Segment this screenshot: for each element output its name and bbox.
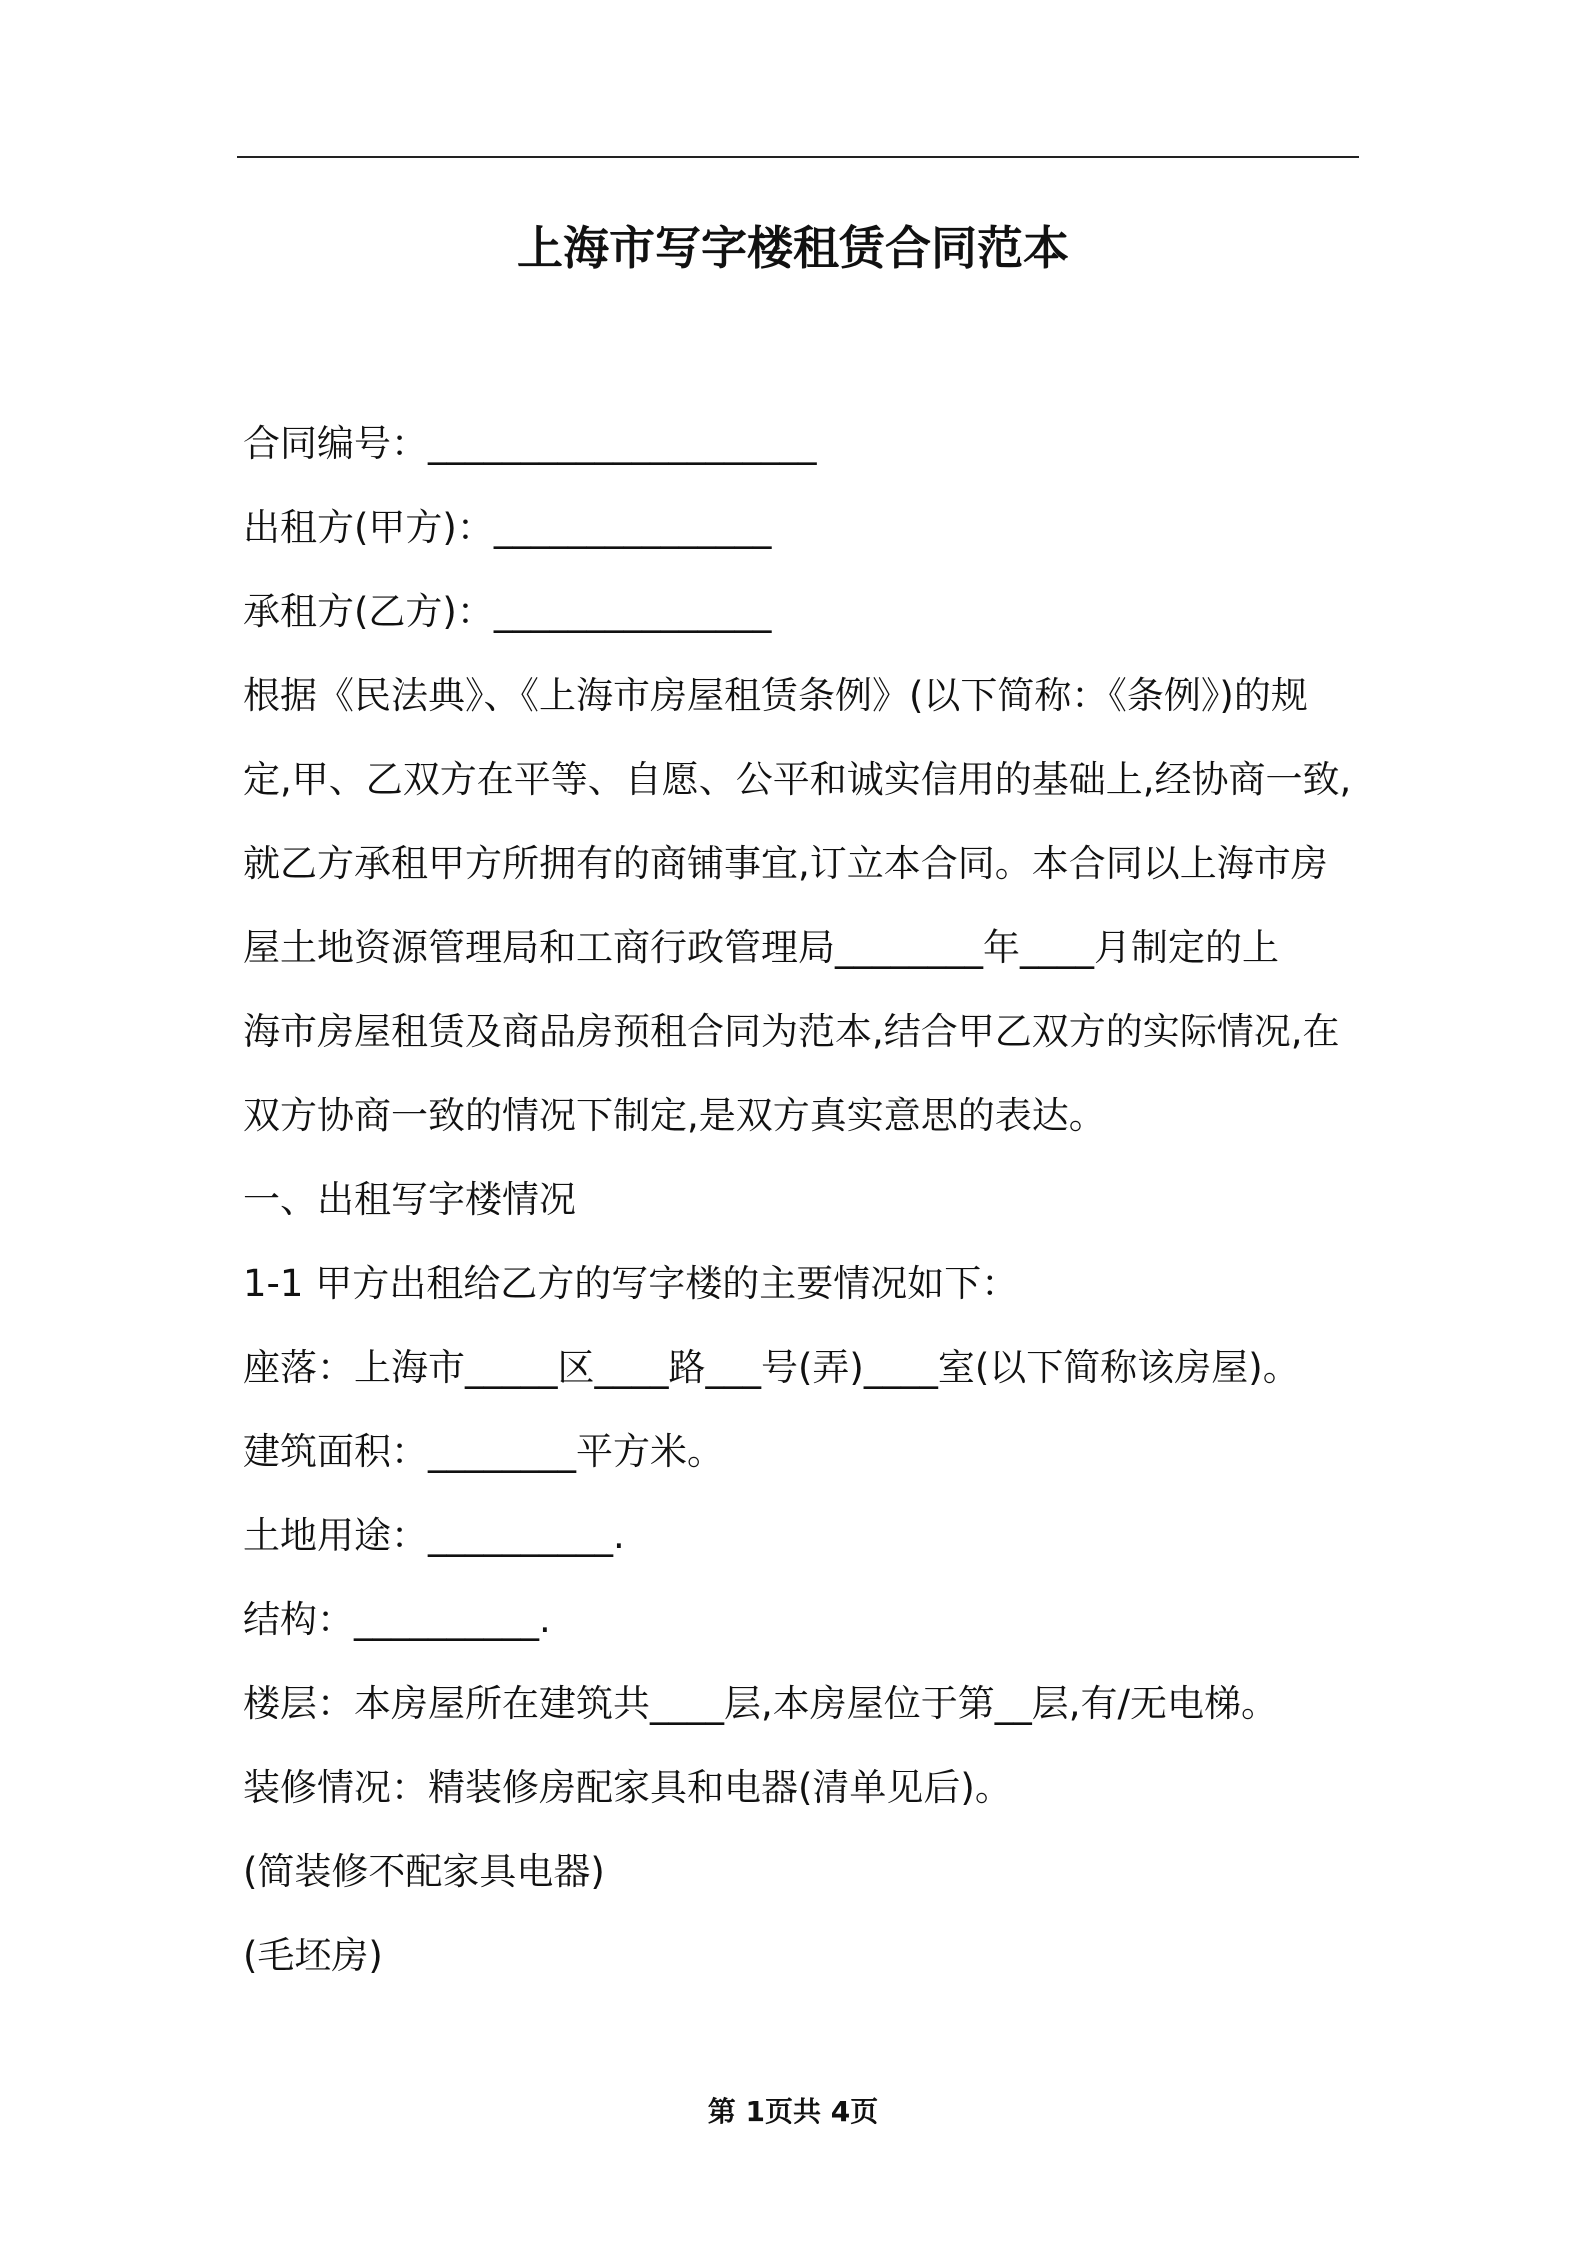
preamble-line-2: 定,甲、乙双方在平等、自愿、公平和诚实信用的基础上,经协商一致, xyxy=(243,758,1352,801)
document-title: 上海市写字楼租赁合同范本 xyxy=(517,221,1069,275)
lessee-line: 承租方(乙方)：_______________ xyxy=(243,590,772,633)
preamble-line-4: 屋土地资源管理局和工商行政管理局________年____月制定的上 xyxy=(243,926,1279,969)
preamble-line-1: 根据《民法典》、《上海市房屋租赁条例》(以下简称：《条例》)的规 xyxy=(243,674,1308,717)
header-rule xyxy=(237,156,1359,158)
floor-area-line: 建筑面积：________平方米。 xyxy=(243,1430,724,1473)
preamble-line-5: 海市房屋租赁及商品房预租合同为范本,结合甲乙双方的实际情况,在 xyxy=(243,1010,1340,1053)
simple-decoration-line: (简装修不配家具电器) xyxy=(243,1850,605,1893)
lessor-line: 出租方(甲方)：_______________ xyxy=(243,506,772,549)
document-body xyxy=(243,402,1363,1998)
location-line: 座落：上海市_____区____路___号(弄)____室(以下简称该房屋)。 xyxy=(243,1346,1300,1389)
preamble-line-3: 就乙方承租甲方所拥有的商铺事宜,订立本合同。本合同以上海市房 xyxy=(243,842,1328,885)
section-heading: 一、出租写字楼情况 xyxy=(243,1178,576,1221)
clause-1-1: 1-1 甲方出租给乙方的写字楼的主要情况如下： xyxy=(243,1262,1019,1305)
decoration-line: 装修情况：精装修房配家具和电器(清单见后)。 xyxy=(243,1766,1012,1809)
floor-line: 楼层：本房屋所在建筑共____层,本房屋位于第__层,有/无电梯。 xyxy=(243,1682,1278,1725)
page-footer: 第 1页共 4页 xyxy=(707,2095,879,2128)
structure-line: 结构：__________. xyxy=(243,1598,551,1641)
land-use-line: 土地用途：__________. xyxy=(243,1514,625,1557)
blank-shell-line: (毛坯房) xyxy=(243,1934,383,1977)
contract-number-line: 合同编号：_____________________ xyxy=(243,422,817,465)
preamble-line-6: 双方协商一致的情况下制定,是双方真实意思的表达。 xyxy=(243,1094,1106,1137)
